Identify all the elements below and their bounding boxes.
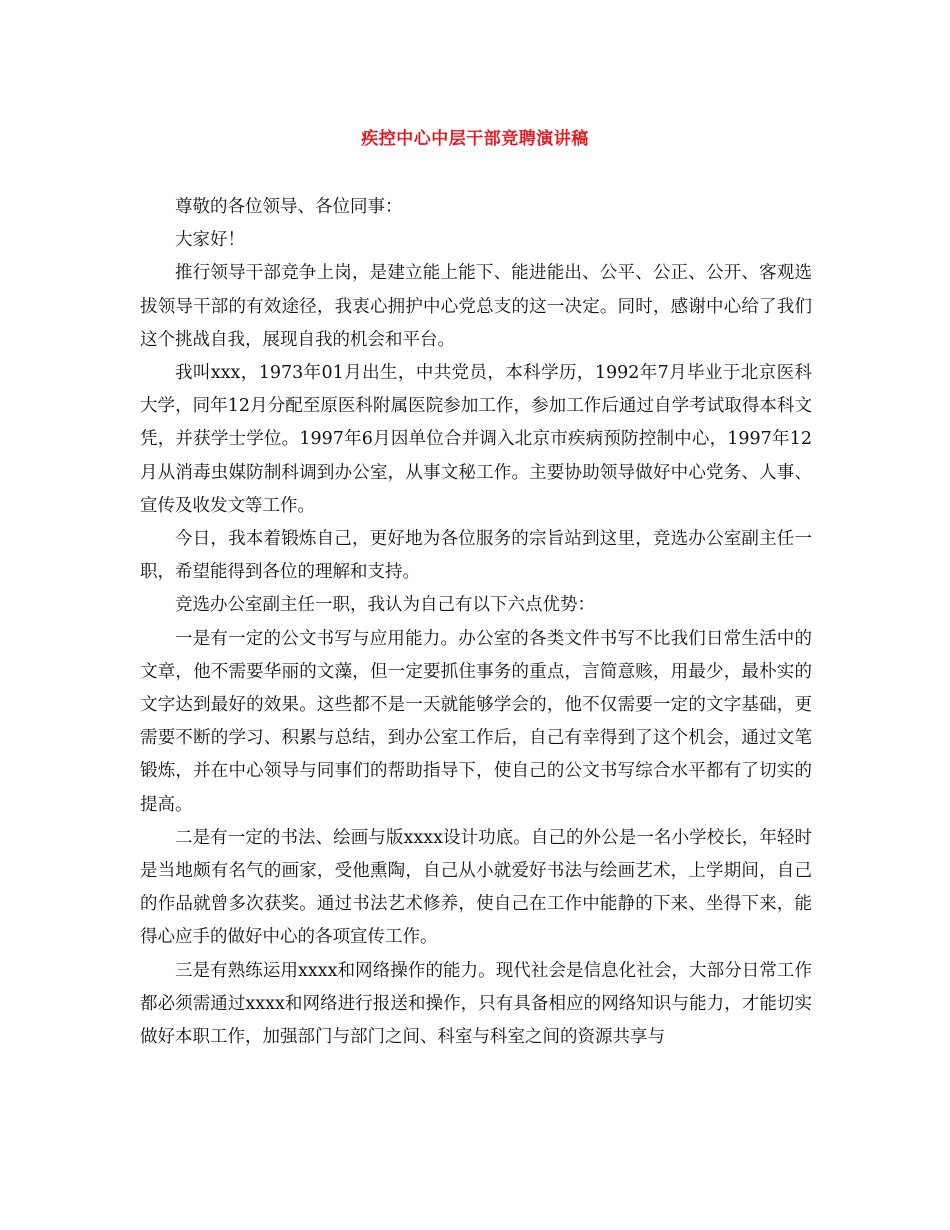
paragraph-background: 我叫xxx，1973年01月出生，中共党员，本科学历，1992年7月毕业于北京医科大学，同年12月分配至原医科附属医院参加工作，参加工作后通过自学考试取得本科文凭，并获学士学位。1997年6月因单位合并调入北京市疾病预防控制中心，1997年12月从消毒虫媒防制科调到办公室，从事文秘工作。主要协助领导做好中心党务、人事、宣传及收发文等工作。 — [140, 363, 812, 516]
document-body — [140, 191, 812, 1054]
paragraph-advantage-1: 一是有一定的公文书写与应用能力。办公室的各类文件书写不比我们日常生活中的文章，他不需要华丽的文藻，但一定要抓住事务的重点，言简意赅，用最少，最朴实的文字达到最好的效果。这些都不是一天就能够学会的，他不仅需要一定的文字基础，更需要不断的学习、积累与总结，到办公室工作后，自己有幸得到了这个机会，通过文笔锻炼，并在中心领导与同事们的帮助指导下，使自己的公文书写综合水平都有了切实的提高。 — [140, 628, 812, 815]
paragraph-intro: 推行领导干部竞争上岗，是建立能上能下、能进能出、公平、公正、公开、客观选拔领导干部的有效途径，我衷心拥护中心党总支的这一决定。同时，感谢中心给了我们这个挑战自我，展现自我的机会和平台。 — [140, 263, 812, 350]
paragraph-advantage-3: 三是有熟练运用xxxx和网络操作的能力。现代社会是信息化社会，大部分日常工作都必须需通过xxxx和网络进行报送和操作，只有具备相应的网络知识与能力，才能切实做好本职工作，加强部门与部门之间、科室与科室之间的资源共享与 — [140, 960, 812, 1048]
paragraph-salutation: 尊敬的各位领导、各位同事： — [175, 197, 403, 217]
paragraph-purpose: 今日，我本着锻炼自己，更好地为各位服务的宗旨站到这里，竞选办公室副主任一职，希望能得到各位的理解和支持。 — [140, 529, 812, 583]
paragraph-advantage-2: 二是有一定的书法、绘画与版xxxx设计功底。自己的外公是一名小学校长，年轻时是当地颇有名气的画家，受他熏陶，自己从小就爱好书法与绘画艺术，上学期间，自己的作品就曾多次获奖。通过书法艺术修养，使自己在工作中能静的下来、坐得下来，能得心应手的做好中心的各项宣传工作。 — [140, 827, 812, 948]
document-title: 疾控中心中层干部竞聘演讲稿 — [361, 129, 589, 149]
paragraph-advantages-lead: 竞选办公室副主任一职，我认为自己有以下六点优势： — [175, 595, 595, 616]
paragraph-greeting: 大家好！ — [175, 230, 245, 251]
